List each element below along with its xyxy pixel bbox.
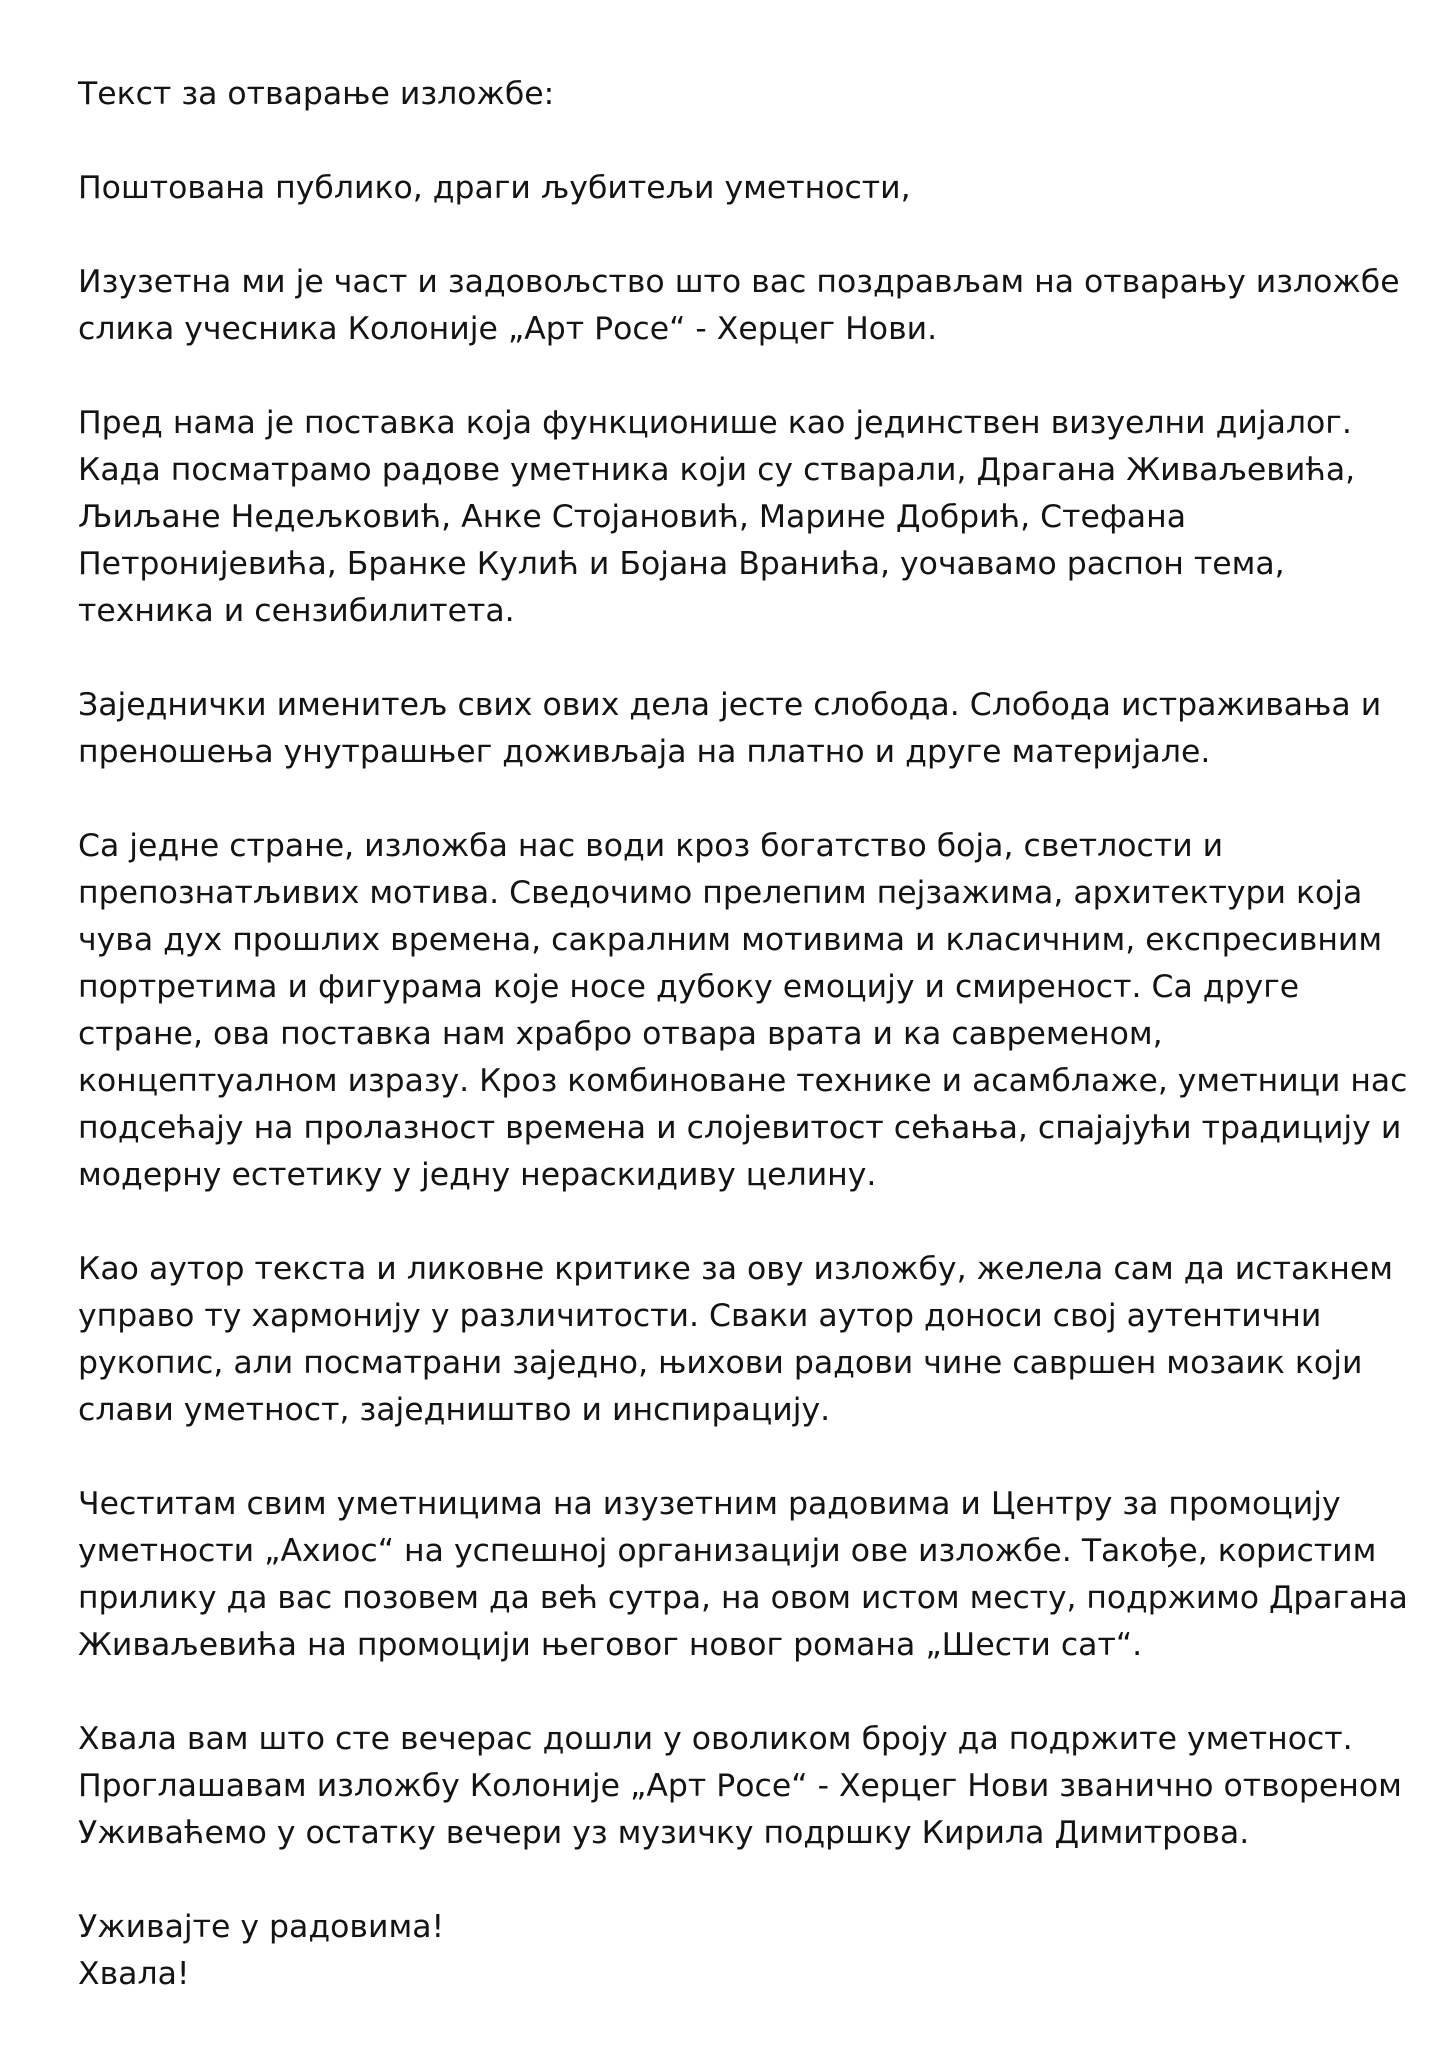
text-line: Са једне стране, изложба нас води кроз богатство боја, светлости и <box>78 828 1224 864</box>
text-line: Пред нама је поставка која функционише као јединствен визуелни дијалог. <box>78 405 1352 441</box>
text-paragraph <box>78 823 1408 1199</box>
text-line: Петронијевића, Бранке Кулић и Бојана Вранића, уочавамо распон тема, <box>78 546 1285 582</box>
text-line: Живаљевића на промоцији његовог новог романа „Шести сат“. <box>78 1627 1143 1663</box>
text-line: Честитам свим уметницима на изузетним радовима и Центру за промоцију <box>78 1486 1341 1522</box>
text-line: Уживајте у радовима! <box>78 1909 445 1945</box>
text-line: препознатљивих мотива. Сведочимо прелепим пејзажима, архитектури која <box>78 875 1363 911</box>
text-line: портретима и фигурама које носе дубоку емоцију и смиреност. Са друге <box>78 969 1300 1005</box>
text-paragraph <box>78 682 1408 776</box>
text-line: Поштована публико, драги љубитељи уметности, <box>78 170 911 206</box>
text-line: Када посматрамо радове уметника који су стварали, Драгана Живаљевића, <box>78 452 1356 488</box>
text-line: стране, ова поставка нам храбро отвара врата и ка савременом, <box>78 1016 1163 1052</box>
text-line: Заједнички именитељ свих ових дела јесте слобода. Слобода истраживања и <box>78 687 1382 723</box>
text-paragraph <box>78 1246 1408 1434</box>
text-line: модерну естетику у једну нераскидиву целину. <box>78 1157 877 1193</box>
document-page <box>78 71 1408 1998</box>
text-line: слави уметност, заједништво и инспирацију. <box>78 1392 831 1428</box>
text-line: Љиљане Недељковић, Анке Стојановић, Марине Добрић, Стефана <box>78 499 1187 535</box>
text-line: Уживаћемо у остатку вечери уз музичку подршку Кирила Димитрова. <box>78 1815 1250 1851</box>
text-line: концептуалном изразу. Кроз комбиноване технике и асамблаже, уметници нас <box>78 1063 1408 1099</box>
text-line: прилику да вас позовем да већ сутра, на овом истом месту, подржимо Драгана <box>78 1580 1408 1616</box>
text-line: Хвала вам што сте вечерас дошли у оволиком броју да подржите уметност. <box>78 1721 1353 1757</box>
text-line: слика учесника Колоније „Арт Росе“ - Херцег Нови. <box>78 311 938 347</box>
text-paragraph <box>78 1904 1408 1998</box>
text-paragraph <box>78 400 1408 635</box>
text-line: рукопис, али посматрани заједно, њихови радови чине савршен мозаик који <box>78 1345 1363 1381</box>
text-line: преношења унутрашњег доживљаја на платно и друге материјале. <box>78 734 1211 770</box>
text-paragraph <box>78 1716 1408 1857</box>
text-line: подсећају на пролазност времена и слојевитост сећања, спајајући традицију и <box>78 1110 1402 1146</box>
text-line: чува дух прошлих времена, сакралним мотивима и класичним, експресивним <box>78 922 1383 958</box>
text-line: Као аутор текста и ликовне критике за ову изложбу, желела сам да истакнем <box>78 1251 1394 1287</box>
text-line: Хвала! <box>78 1956 190 1992</box>
text-line: Изузетна ми је част и задовољство што вас поздрављам на отварању изложбе <box>78 264 1400 300</box>
text-line: уметности „Ахиос“ на успешној организацији ове изложбе. Такође, користим <box>78 1533 1377 1569</box>
text-line: Проглашавам изложбу Колоније „Арт Росе“ - Херцег Нови званично отвореном <box>78 1768 1402 1804</box>
text-line: управо ту хармонију у различитости. Сваки аутор доноси свој аутентични <box>78 1298 1322 1334</box>
text-line: техника и сензибилитета. <box>78 593 515 629</box>
text-paragraph <box>78 259 1408 353</box>
text-line: Текст за отварање изложбе: <box>78 76 555 112</box>
document-heading <box>78 71 1408 118</box>
text-paragraph <box>78 165 1408 212</box>
text-paragraph <box>78 1481 1408 1669</box>
